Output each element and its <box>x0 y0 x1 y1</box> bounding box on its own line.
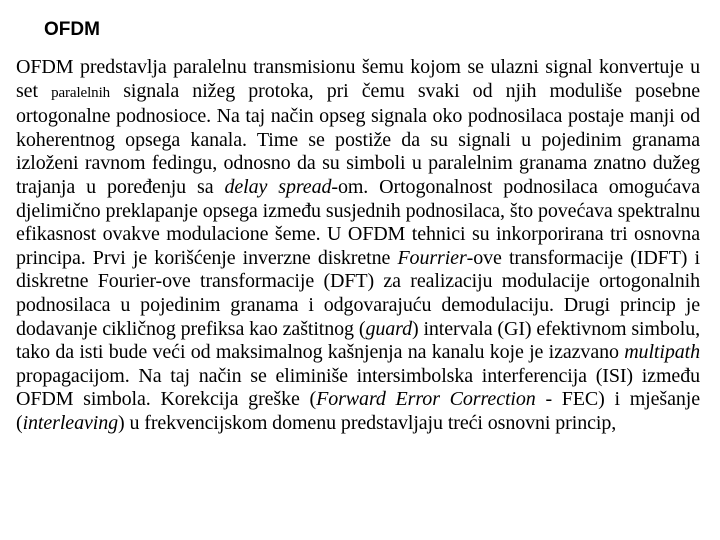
text-run: - FEC) i mješanje ( <box>16 388 700 434</box>
slide-title: OFDM <box>44 19 100 40</box>
text-run: OFDM predstavlja paralelnu transmisionu šemu kojom se ulazni signal konvertuje u set <box>16 56 700 102</box>
text-run-italic: multipath <box>624 341 700 364</box>
text-run-italic: Fourrier <box>397 246 467 269</box>
text-run: propagacijom. Na taj način se eliminiše intersimbolska interferencija (ISI) između OFDM simbola. Korekcija greške ( <box>16 364 700 411</box>
text-run: -ove transformacije (IDFT) i diskretne Fourier-ove transformacije (DFT) za realizaciju modulacije ortogonalnih podnosilaca u pojedinim granama i odgovarajuću demodulaciju. Drugi princip je dodavanje cikličnog prefiksa kao zaštitnog ( <box>16 246 700 340</box>
text-run: -om. Ortogonalnost podnosilaca omogućava djelimično preklapanje opsega između susjednih podnosilaca, što povećava spektralnu efikasnost ovakve modulacione šeme. U OFDM tehnici su inkorporirana tri osnovna principa. Prvi je korišćenje inverzne diskretne <box>16 175 700 269</box>
text-run: ) u frekvencijskom domenu predstavljaju treći osnovni princip, <box>118 411 617 434</box>
text-run: ) intervala (GI) efektivnom simbolu, tako da isti bude veći od maksimalnog kašnjenja na kanalu koje je izazvano <box>16 317 701 364</box>
text-run-small: paralelnih <box>51 84 111 101</box>
text-run-italic: delay spread <box>224 175 332 198</box>
text-run-italic: interleaving <box>22 411 119 434</box>
text-run-italic: guard <box>365 317 412 340</box>
text-run: signala nižeg protoka, pri čemu svaki od njih moduliše posebne ortogonalne podnosioce. Na taj način opseg signala oko podnosilaca postaje manji od koherentnog opsega kanala. Time se postiže da su signali u pojedinim granama izloženi ravnom fedingu, odnosno da su simboli u paralelnim granama znatno dužeg trajanja u poređenju sa <box>16 79 700 198</box>
body-paragraph <box>16 56 700 436</box>
text-run-italic: Forward Error Correction <box>316 388 536 411</box>
